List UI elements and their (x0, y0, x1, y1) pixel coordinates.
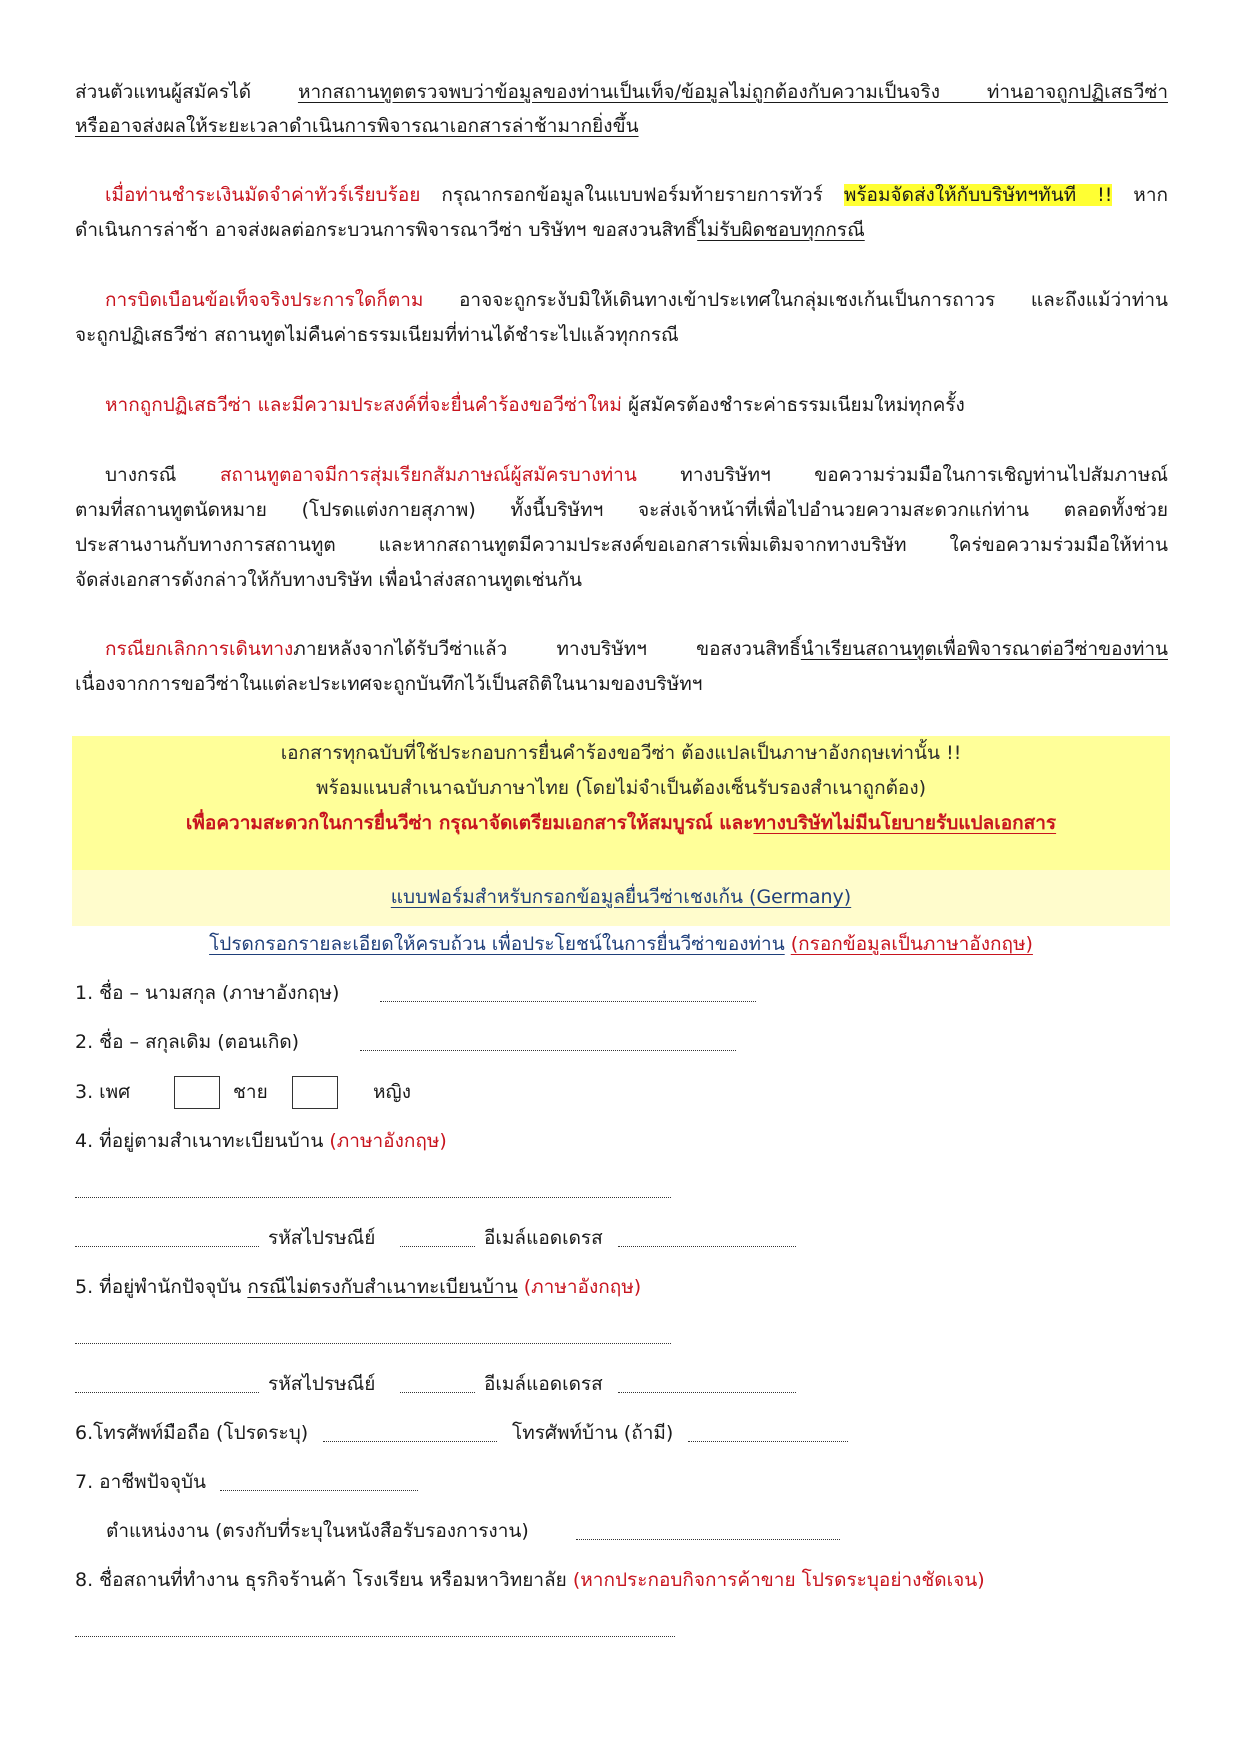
q5-email-field[interactable] (618, 1392, 796, 1393)
para2-tail: หาก (1112, 184, 1168, 206)
para3-line2 (75, 318, 1168, 353)
para5-text: ทางบริษัทฯ ขอความร่วมมือในการเชิญท่านไปสัมภาษณ์ (636, 464, 1168, 486)
para2-underlined: ไม่รับผิดชอบทุกกรณี (697, 219, 865, 241)
para5-text-3: ประสานงานกับทางการสถานทูต และหากสถานทูตมีความประสงค์ขอเอกสารเพิ่มเติมจากทางบริษัท ใคร่ขอความร่วมมือให้ท่าน (75, 534, 1168, 556)
para5-line4 (75, 563, 1168, 598)
q4-text: 4. ที่อยู่ตามสำเนาทะเบียนบ้าน (75, 1130, 330, 1152)
para6-line2 (75, 667, 1168, 702)
para3-text: อาจจะถูกระงับมิให้เดินทางเข้าประเทศในกลุ่มเชงเก้นเป็นการถาวร และถึงแม้ว่าท่าน (423, 289, 1168, 311)
para4-text: ผู้สมัครต้องชำระค่าธรรมเนียมใหม่ทุกครั้ง (621, 394, 965, 416)
q5-address-field-2[interactable] (75, 1392, 259, 1393)
q5-label (75, 1270, 641, 1305)
q5-red: (ภาษาอังกฤษ) (517, 1276, 642, 1298)
form-title-text: แบบฟอร์มสำหรับกรอกข้อมูลยื่นวีซ่าเชงเก้น (Germany) (390, 886, 852, 908)
q4-email-field[interactable] (618, 1246, 796, 1247)
q8-workplace-field[interactable] (75, 1636, 675, 1637)
q6-home-field[interactable] (688, 1441, 848, 1442)
q4-red: (ภาษาอังกฤษ) (329, 1130, 447, 1152)
q5-text: 5. ที่อยู่พำนักปัจจุบัน (75, 1276, 248, 1298)
female-checkbox[interactable] (292, 1076, 338, 1109)
notice-line3-underlined: ทางบริษัทไม่มีนโยบายรับแปลเอกสาร (753, 812, 1057, 834)
para2-red: เมื่อท่านชำระเงินมัดจำค่าทัวร์เรียบร้อย (105, 184, 421, 206)
para3-red: การบิดเบือนข้อเท็จจริงประการใดก็ตาม (105, 289, 424, 311)
para3-line1 (75, 283, 1168, 318)
q7-label: 7. อาชีพปัจจุบัน (75, 1471, 207, 1493)
q8-label (75, 1563, 985, 1598)
q5-postcode-label: รหัสไปรษณีย์ (268, 1373, 376, 1395)
q4-address-field-2[interactable] (75, 1246, 259, 1247)
q7-position-label: ตำแหน่งงาน (ตรงกับที่ระบุในหนังสือรับรองการงาน) (106, 1520, 529, 1542)
notice-line1: เอกสารทุกฉบับที่ใช้ประกอบการยื่นคำร้องขอวีซ่า ต้องแปลเป็นภาษาอังกฤษเท่านั้น !! (280, 742, 962, 764)
q1-label: 1. ชื่อ – นามสกุล (ภาษาอังกฤษ) (75, 982, 340, 1004)
notice-line3 (72, 806, 1170, 841)
notice-line3-text: เพื่อความสะดวกในการยื่นวีซ่า กรุณาจัดเตรียมเอกสารให้สมบูรณ์ และ (185, 812, 754, 834)
q5-address-field[interactable] (75, 1343, 671, 1344)
q8-red: (หากประกอบกิจการค้าขาย โปรดระบุอย่างชัดเจน) (572, 1569, 985, 1591)
male-checkbox[interactable] (174, 1076, 220, 1109)
notice-line2: พร้อมแนบสำเนาฉบับภาษาไทย (โดยไม่จำเป็นต้องเซ็นรับรองสำเนาถูกต้อง) (315, 777, 927, 799)
para5-text-2: ตามที่สถานทูตนัดหมาย (โปรดแต่งกายสุภาพ) ทั้งนี้บริษัทฯ จะส่งเจ้าหน้าที่เพื่อไปอำนวยความสะดวกแก่ท่าน ตลอดทั้งช่วย (75, 499, 1168, 521)
para4-line1 (75, 388, 1168, 423)
para6-red: กรณียกเลิกการเดินทาง (105, 638, 294, 660)
q6-mobile-field[interactable] (323, 1441, 497, 1442)
para6-text: ภายหลังจากได้รับวีซ่าแล้ว ทางบริษัทฯ ขอสงวนสิทธิ์ (293, 638, 801, 660)
para2-text-2: ดำเนินการล่าช้า อาจส่งผลต่อกระบวนการพิจารณาวีซ่า บริษัทฯ ขอสงวนสิทธิ์ (75, 219, 698, 241)
q2-label: 2. ชื่อ – สกุลเดิม (ตอนเกิด) (75, 1031, 300, 1053)
q8-text: 8. ชื่อสถานที่ทำงาน ธุรกิจร้านค้า โรงเรียน หรือมหาวิทยาลัย (75, 1569, 573, 1591)
para2-line1 (75, 178, 1168, 213)
q1-name-field[interactable] (380, 1001, 756, 1002)
q4-email-label: อีเมล์แอดเดรส (484, 1227, 603, 1249)
para1-line1 (75, 75, 1168, 110)
para5-text-4: จัดส่งเอกสารดังกล่าวให้กับทางบริษัท เพื่อนำส่งสถานทูตเช่นกัน (75, 569, 582, 591)
para5-pre: บางกรณี (105, 464, 220, 486)
form-subtitle-red: (กรอกข้อมูลเป็นภาษาอังกฤษ) (790, 933, 1033, 955)
para6-text-2: เนื่องจากการขอวีซ่าในแต่ละประเทศจะถูกบันทึกไว้เป็นสถิติในนามของบริษัทฯ (75, 673, 703, 695)
q5-email-label: อีเมล์แอดเดรส (484, 1373, 603, 1395)
para6-line1 (75, 632, 1168, 667)
q6-mobile-label: 6.โทรศัพท์มือถือ (โปรดระบุ) (75, 1422, 309, 1444)
para1-line2 (75, 109, 1168, 144)
para4-red: หากถูกปฏิเสธวีซ่า และมีความประสงค์ที่จะยื่นคำร้องขอวีซ่าใหม่ (105, 394, 622, 416)
form-title (72, 880, 1170, 915)
form-subtitle-blue: โปรดกรอกรายละเอียดให้ครบถ้วน เพื่อประโยชน์ในการยื่นวีซ่าของท่าน (209, 933, 785, 955)
para3-text-2: จะถูกปฏิเสธวีซ่า สถานทูตไม่คืนค่าธรรมเนียมที่ท่านได้ชำระไปแล้วทุกกรณี (75, 324, 679, 346)
q5-postcode-field[interactable] (400, 1392, 475, 1393)
para5-line3 (75, 528, 1168, 563)
para1-underlined: หากสถานทูตตรวจพบว่าข้อมูลของท่านเป็นเท็จ/ข้อมูลไม่ถูกต้องกับความเป็นจริง ท่านอาจถูกปฏิเสธวีซ่า (297, 81, 1168, 103)
para2-line2 (75, 213, 1168, 248)
para5-red: สถานทูตอาจมีการสุ่มเรียกสัมภาษณ์ผู้สมัครบางท่าน (219, 464, 637, 486)
female-label: หญิง (373, 1081, 411, 1103)
para6-underlined: นำเรียนสถานทูตเพื่อพิจารณาต่อวีซ่าของท่าน (800, 638, 1168, 660)
q4-postcode-label: รหัสไปรษณีย์ (268, 1227, 376, 1249)
para1-text: ส่วนตัวแทนผู้สมัครได้ (75, 81, 298, 103)
q2-birth-name-field[interactable] (360, 1050, 736, 1051)
q6-home-label: โทรศัพท์บ้าน (ถ้ามี) (512, 1422, 674, 1444)
q5-underlined: กรณีไม่ตรงกับสำเนาทะเบียนบ้าน (247, 1276, 518, 1298)
para5-line2 (75, 493, 1168, 528)
q4-address-field[interactable] (75, 1197, 671, 1198)
para1-underlined-2: หรืออาจส่งผลให้ระยะเวลาดำเนินการพิจารณาเอกสารล่าช้ามากยิ่งขึ้น (75, 115, 639, 137)
male-label: ชาย (233, 1081, 268, 1103)
para2-highlight: พร้อมจัดส่งให้กับบริษัทฯทันที !! (843, 184, 1113, 206)
para5-line1 (75, 458, 1168, 493)
form-subtitle (72, 927, 1170, 962)
para2-text: กรุณากรอกข้อมูลในแบบฟอร์มท้ายรายการทัวร์ (420, 184, 844, 206)
q7-position-field[interactable] (576, 1539, 840, 1540)
q4-postcode-field[interactable] (400, 1246, 475, 1247)
q7-occupation-field[interactable] (220, 1490, 418, 1491)
q4-label (75, 1124, 447, 1159)
q3-label: 3. เพศ (75, 1081, 131, 1103)
